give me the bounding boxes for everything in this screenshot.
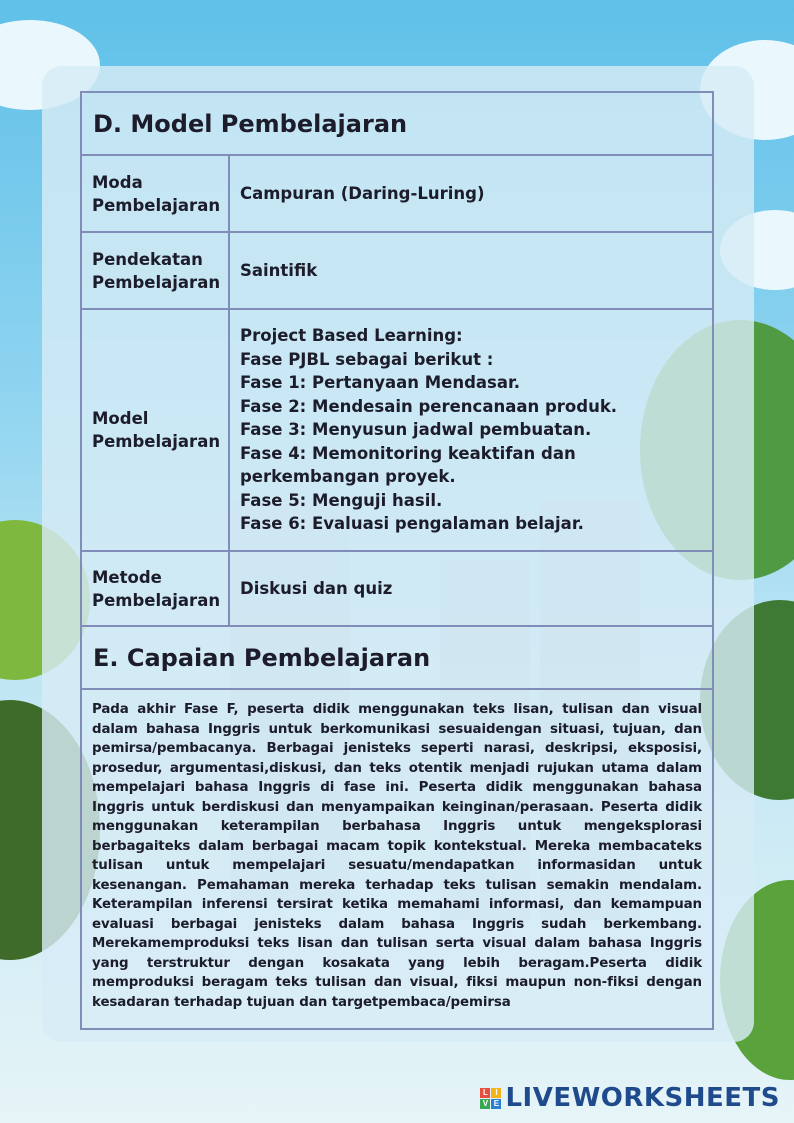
row-value — [230, 156, 712, 231]
value-line: Campuran (Daring-Luring) — [240, 183, 485, 203]
value-line: Fase 1: Pertanyaan Mendasar. — [240, 373, 521, 393]
liveworksheets-logo — [480, 1083, 780, 1113]
logo-letter: V — [480, 1099, 490, 1109]
row-label: Model Pembelajaran — [82, 310, 230, 550]
value-line: Fase 3: Menyusun jadwal pembuatan. — [240, 420, 592, 440]
section-title-model: D. Model Pembelajaran — [82, 93, 712, 156]
value-line: Fase 4: Memonitoring keaktifan dan perkembangan proyek. — [240, 443, 576, 487]
lesson-table — [80, 91, 714, 1030]
logo-letter: E — [491, 1099, 501, 1109]
table-row — [82, 233, 712, 310]
logo-text: LIVEWORKSHEETS — [505, 1083, 780, 1113]
logo-letter: I — [491, 1088, 501, 1098]
table-row — [82, 310, 712, 552]
logo-mark-icon — [480, 1088, 501, 1109]
section-title-capaian: E. Capaian Pembelajaran — [82, 627, 712, 690]
value-line: Fase PJBL sebagai berikut : — [240, 349, 494, 369]
value-line: Fase 5: Menguji hasil. — [240, 490, 443, 510]
capaian-paragraph: Pada akhir Fase F, peserta didik menggunakan teks lisan, tulisan dan visual dalam bahasa Inggris untuk berkomunikasi sesuaidengan situasi, tujuan, dan pemirsa/pembacanya. Berbagai jenisteks seperti narasi, deskripsi, eksposisi, prosedur, argumentasi,diskusi, dan teks otentik menjadi rujukan utama dalam mempelajari bahasa Inggris di fase ini. Peserta didik menggunakan bahasa Inggris untuk berdiskusi dan menyampaikan keinginan/perasaan. Peserta didik menggunakan keterampilan berbahasa Inggris untuk mengeksplorasi berbagaiteks dalam berbagai macam topik kontekstual. Mereka membacateks tulisan untuk mempelajari sesuatu/mendapatkan informasidan untuk kesenangan. Pemahaman mereka terhadap teks tulisan semakin mendalam. Keterampilan inferensi tersirat ketika memahami informasi, dan kemampuan evaluasi berbagai jenisteks dalam bahasa Inggris sudah berkembang. Merekamemproduksi teks lisan dan tulisan serta visual dalam bahasa Inggris yang terstruktur dengan kosakata yang lebih beragam.Peserta didik memproduksi beragam teks tulisan dan visual, fiksi maupun non-fiksi dengan kesadaran terhadap tujuan dan targetpembaca/pemirsa — [92, 702, 702, 1010]
value-line: Saintifik — [240, 260, 318, 280]
row-value — [230, 310, 712, 550]
value-line: Fase 6: Evaluasi pengalaman belajar. — [240, 514, 584, 534]
value-line: Diskusi dan quiz — [240, 578, 393, 598]
logo-letter: L — [480, 1088, 490, 1098]
row-label: Metode Pembelajaran — [82, 552, 230, 625]
row-value — [230, 233, 712, 308]
value-line: Fase 2: Mendesain perencanaan produk. — [240, 396, 618, 416]
table-row — [82, 552, 712, 627]
row-value — [230, 552, 712, 625]
table-row — [82, 156, 712, 233]
row-label: Moda Pembelajaran — [82, 156, 230, 231]
value-line: Project Based Learning: — [240, 326, 463, 346]
row-label: Pendekatan Pembelajaran — [82, 233, 230, 308]
